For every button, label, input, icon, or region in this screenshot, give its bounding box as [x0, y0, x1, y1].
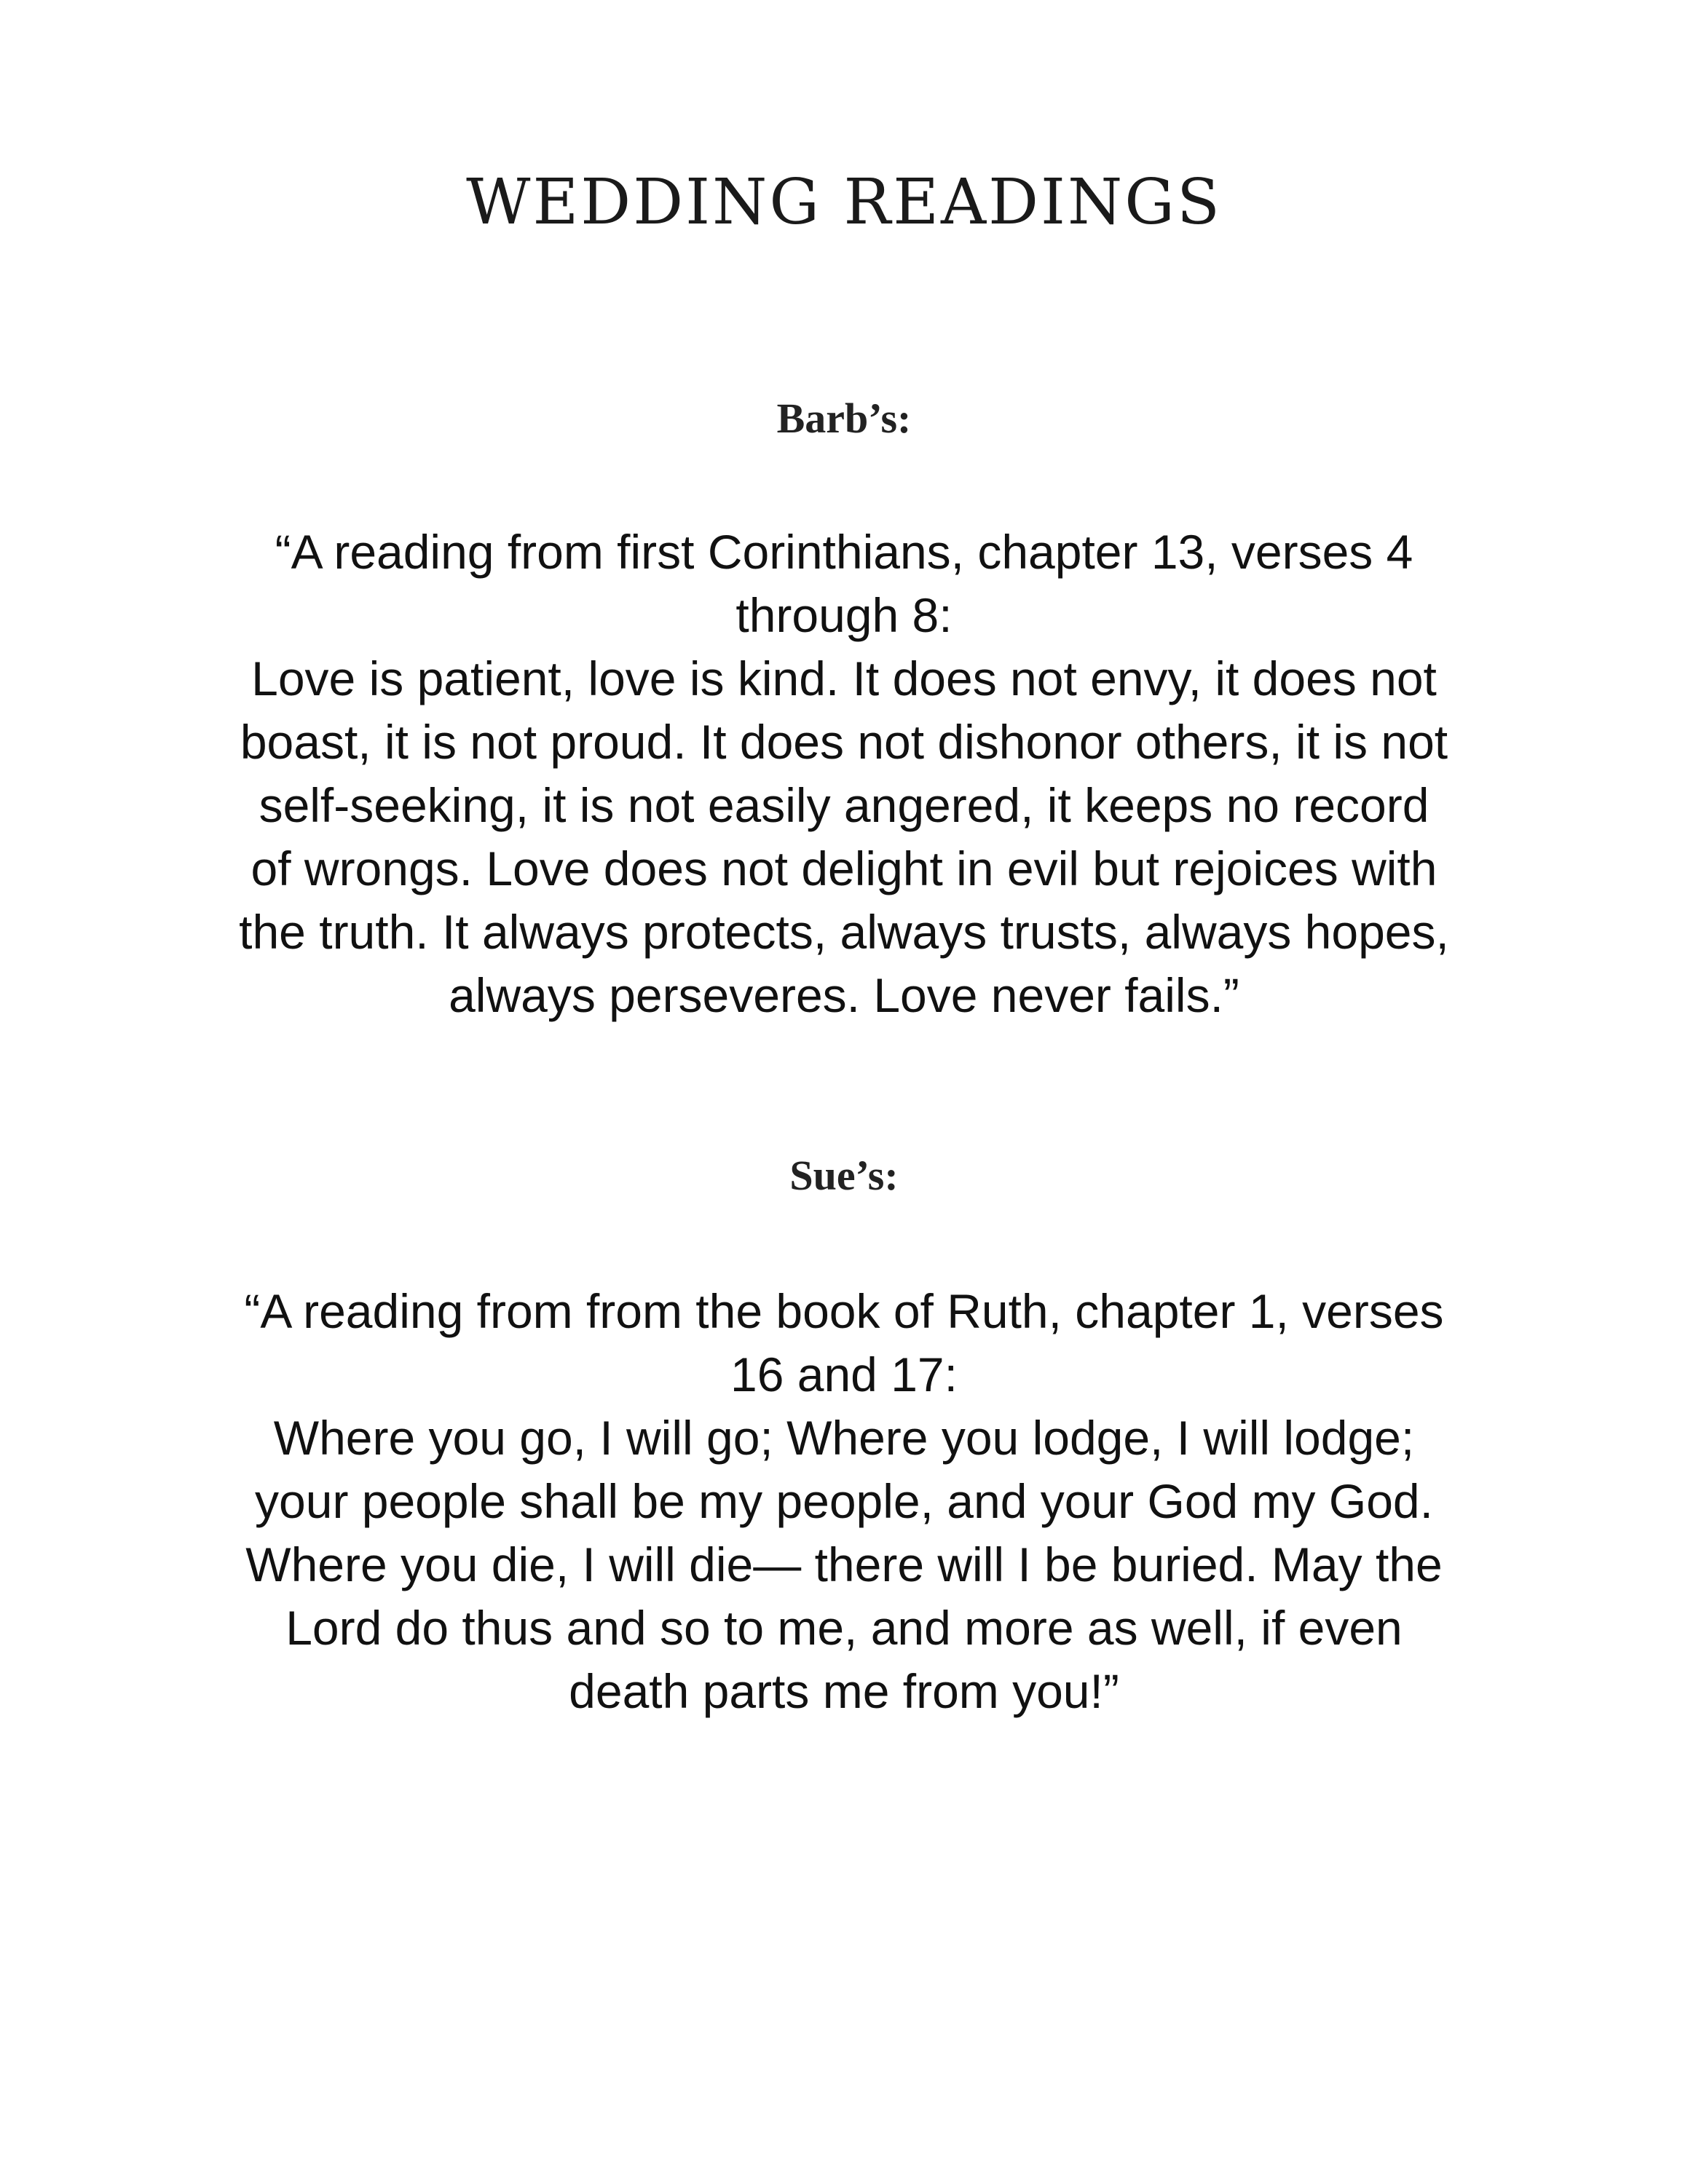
- reading-line: your people shall be my people, and your God my God.: [255, 1474, 1433, 1528]
- reading-text-sue: [175, 1280, 1513, 1723]
- reading-line: “A reading from first Corinthians, chapter 13, verses 4: [275, 525, 1413, 579]
- reading-line: Where you go, I will go; Where you lodge, I will lodge;: [273, 1411, 1415, 1465]
- reading-line: Love is patient, love is kind. It does not envy, it does not: [251, 652, 1437, 705]
- page-title: WEDDING READINGS: [466, 166, 1222, 239]
- reading-heading-barb: Barb’s:: [776, 395, 912, 442]
- reading-line: of wrongs. Love does not delight in evil but rejoices with: [251, 842, 1437, 895]
- reading-line: through 8:: [735, 588, 953, 642]
- reading-line: “A reading from from the book of Ruth, chapter 1, verses: [244, 1284, 1444, 1338]
- reading-heading-sue: Sue’s:: [789, 1152, 899, 1199]
- reading-line: boast, it is not proud. It does not dishonor others, it is not: [240, 715, 1448, 769]
- reading-line: always perseveres. Love never fails.”: [449, 968, 1239, 1022]
- reading-line: self-seeking, it is not easily angered, it keeps no record: [259, 778, 1429, 832]
- reading-line: death parts me from you!”: [569, 1664, 1119, 1718]
- reading-line: Where you die, I will die— there will I be buried. May the: [245, 1538, 1443, 1591]
- reading-line: the truth. It always protects, always trusts, always hopes,: [239, 905, 1449, 959]
- reading-text-barb: [175, 521, 1513, 1027]
- reading-line: Lord do thus and so to me, and more as well, if even: [285, 1601, 1403, 1655]
- reading-line: 16 and 17:: [730, 1348, 958, 1401]
